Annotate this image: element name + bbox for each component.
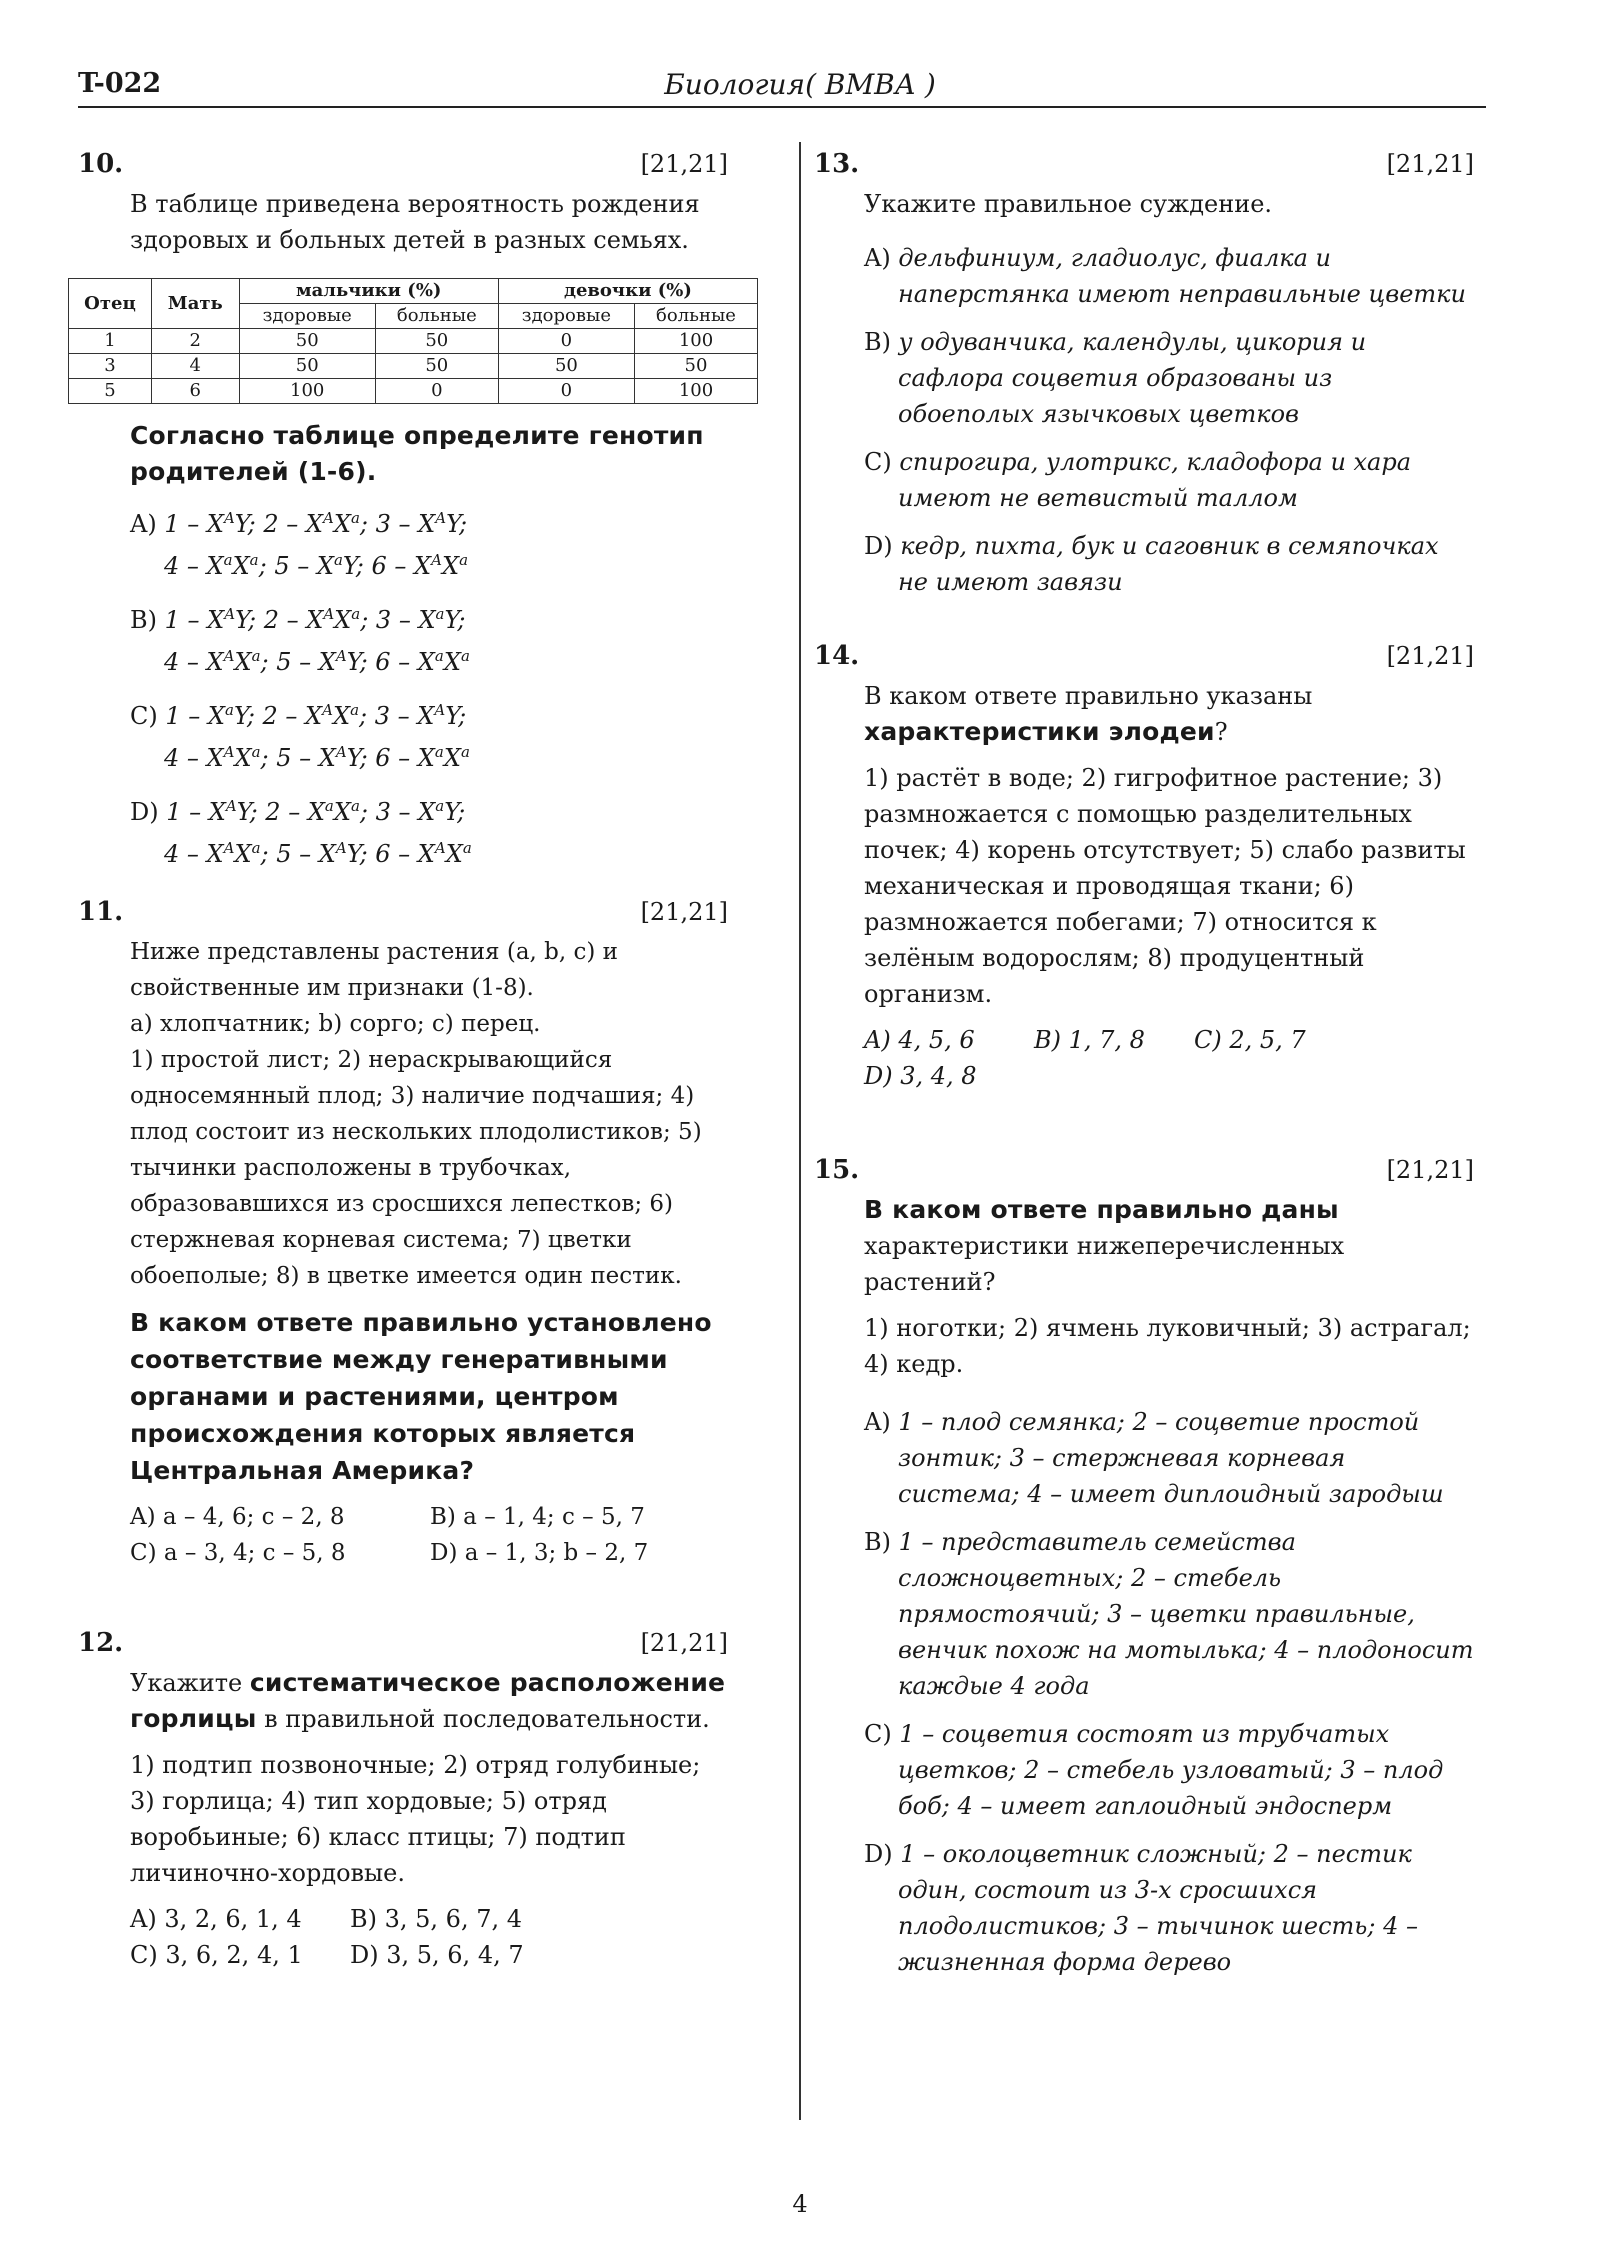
cell: 50: [375, 354, 498, 379]
cell: 5: [69, 379, 152, 404]
cell: 0: [498, 329, 634, 354]
answer-c[interactable]: C) $1 - X^aY$; $2 - X^AX^a$; $3 - X^AY$; $4 - X^AX^a$; $5 - X^AY$; $6 - X^aX^a$: [130, 701, 470, 772]
question-11: [78, 894, 728, 1571]
question-12: [78, 1625, 728, 1973]
th-girls: девочки (%): [498, 279, 757, 304]
answers-row-1: [864, 1022, 1474, 1058]
answers-row-2: [130, 1937, 728, 1973]
question-number: 11.: [78, 897, 124, 927]
answer-c[interactable]: C) 1 – соцветия состоят из трубчатых цветков; 2 – стебель узловатый; 3 – плод боб; 4 – имеет гаплоидный эндосперм: [864, 1720, 1444, 1820]
answer-c[interactable]: C) 3, 6, 2, 4, 1: [130, 1941, 303, 1969]
cell: 50: [634, 354, 757, 379]
cell: 3: [69, 354, 152, 379]
column-divider: [799, 142, 801, 2120]
traits-list: 1) растёт в воде; 2) гигрофитное растение; 3) размножается с помощью разделительных почек; 4) корень отсутствует; 5) слабо развиты механическая и проводящая ткани; 6) размножается побегами; 7) относится к зелёным водорослям; 8) продуцентный организм.: [864, 764, 1466, 1008]
right-column: [814, 146, 1474, 1992]
question-code: [21,21]: [640, 150, 728, 178]
left-column: [78, 146, 736, 1973]
question-number: 14.: [814, 641, 860, 671]
cell: 50: [375, 329, 498, 354]
question-code: [21,21]: [640, 898, 728, 926]
th-father: Отец: [69, 279, 152, 329]
cell: 4: [151, 354, 239, 379]
th-sick: больные: [634, 304, 757, 329]
question-intro: Укажите правильное суждение.: [864, 190, 1273, 218]
answers-row-1: [130, 1499, 728, 1535]
question-code: [21,21]: [1386, 150, 1474, 178]
taxonomy-list: 1) подтип позвоночные; 2) отряд голубиные; 3) горлица; 4) тип хордовые; 5) отряд воробьиные; 6) класс птицы; 7) подтип личиночно-хордовые.: [130, 1751, 701, 1887]
cell: 2: [151, 329, 239, 354]
answers-row-2: [130, 1535, 728, 1571]
question-prompt: В каком ответе правильно установлено соответствие между генеративными органами и растениями, центром происхождения которых является Центральная Америка?: [130, 1308, 712, 1485]
answer-c[interactable]: C) a – 3, 4; c – 5, 8: [130, 1540, 346, 1566]
cell: 50: [498, 354, 634, 379]
answer-b[interactable]: B) 1 – представитель семейства сложноцветных; 2 – стебель прямостоячий; 3 – цветки правильные, венчик похож на мотылька; 4 – плодоносит каждые 4 года: [864, 1528, 1474, 1700]
cell: 0: [375, 379, 498, 404]
header-rule: [78, 106, 1486, 108]
answer-b[interactable]: B) у одуванчика, календулы, цикория и сафлора соцветия образованы из обоеполых язычковых цветков: [864, 328, 1367, 428]
cell: 6: [151, 379, 239, 404]
answer-a[interactable]: A) 3, 2, 6, 1, 4: [130, 1905, 302, 1933]
table-row: [69, 329, 758, 354]
th-healthy: здоровые: [498, 304, 634, 329]
answer-d[interactable]: D) кедр, пихта, бук и саговник в семяпочках не имеют завязи: [864, 532, 1439, 596]
answer-b[interactable]: B) a – 1, 4; c – 5, 7: [430, 1504, 645, 1530]
question-10: [78, 146, 736, 872]
th-sick: больные: [375, 304, 498, 329]
answer-a[interactable]: A) 4, 5, 6: [864, 1026, 975, 1054]
test-code: T-022: [78, 68, 162, 99]
question-code: [21,21]: [1386, 1156, 1474, 1184]
cell: 1: [69, 329, 152, 354]
answers-row-1: [130, 1901, 728, 1937]
page-number: 4: [792, 2190, 808, 2218]
question-code: [21,21]: [640, 1629, 728, 1657]
answer-d[interactable]: D) 1 – околоцветник сложный; 2 – пестик один, состоит из 3-х сросшихся плодолистиков; 3 – тычинок шесть; 4 – жизненная форма дерево: [864, 1840, 1418, 1976]
question-14: [814, 638, 1474, 1094]
question-number: 15.: [814, 1155, 860, 1185]
question-prompt-rest: характеристики нижеперечисленных растений?: [864, 1232, 1345, 1296]
answer-d[interactable]: D) 3, 4, 8: [864, 1062, 977, 1090]
plants-intro: Ниже представлены растения (a, b, c) и свойственные им признаки (1-8).: [130, 939, 619, 1001]
traits-list: 1) простой лист; 2) нераскрывающийся односемянный плод; 3) наличие подчашия; 4) плод состоит из нескольких плодолистиков; 5) тычинки расположены в трубочках, образовавшихся из сросшихся лепестков; 6) стержневая корневая система; 7) цветки обоеполые; 8) в цветке имеется один пестик.: [130, 1047, 702, 1289]
answer-a[interactable]: A) a – 4, 6; c – 2, 8: [130, 1504, 345, 1530]
table-row: [69, 379, 758, 404]
th-healthy: здоровые: [239, 304, 375, 329]
answer-d[interactable]: D) a – 1, 3; b – 2, 7: [430, 1540, 649, 1566]
question-prompt: Согласно таблице определите генотип родителей (1-6).: [130, 421, 704, 486]
subject-title: Биология( ВМВА ): [664, 68, 936, 101]
probability-table: [68, 278, 758, 404]
question-number: 10.: [78, 149, 124, 179]
question-code: [21,21]: [1386, 642, 1474, 670]
cell: 100: [239, 379, 375, 404]
cell: 100: [634, 329, 757, 354]
answer-a[interactable]: A) $1 - X^AY$; $2 - X^AX^a$; $3 - X^AY$; $4 - X^aX^a$; $5 - X^aY$; $6 - X^AX^a$: [130, 509, 469, 580]
plants-list: a) хлопчатник; b) сорго; c) перец.: [130, 1011, 541, 1037]
table-row: [69, 354, 758, 379]
answer-a[interactable]: A) дельфиниум, гладиолус, фиалка и наперстянка имеют неправильные цветки: [864, 244, 1466, 308]
question-prompt: В каком ответе правильно указаны характеристики элодеи?: [864, 682, 1313, 746]
answer-c[interactable]: C) спирогира, улотрикс, кладофора и хара имеют не ветвистый таллом: [864, 448, 1412, 512]
answer-a[interactable]: A) 1 – плод семянка; 2 – соцветие простой зонтик; 3 – стержневая корневая система; 4 – имеет диплоидный зародыш: [864, 1408, 1444, 1508]
plants-list: 1) ноготки; 2) ячмень луковичный; 3) астрагал; 4) кедр.: [864, 1314, 1471, 1378]
answer-b[interactable]: B) 3, 5, 6, 7, 4: [350, 1905, 523, 1933]
question-prompt: Укажите систематическое расположение горлицы в правильной последовательности.: [130, 1668, 726, 1733]
question-number: 13.: [814, 149, 860, 179]
answer-d[interactable]: D) 3, 5, 6, 4, 7: [350, 1941, 524, 1969]
answer-d[interactable]: D) $1 - X^AY$; $2 - X^aX^a$; $3 - X^aY$; $4 - X^AX^a$; $5 - X^AY$; $6 - X^AX^a$: [130, 797, 472, 868]
answer-c[interactable]: C) 2, 5, 7: [1194, 1026, 1306, 1054]
question-prompt-bold: В каком ответе правильно даны: [864, 1195, 1339, 1224]
question-15: [814, 1152, 1474, 1980]
answer-b[interactable]: B) 1, 7, 8: [1034, 1026, 1145, 1054]
th-mother: Мать: [151, 279, 239, 329]
cell: 100: [634, 379, 757, 404]
th-boys: мальчики (%): [239, 279, 498, 304]
cell: 50: [239, 354, 375, 379]
cell: 0: [498, 379, 634, 404]
question-number: 12.: [78, 1628, 124, 1658]
question-13: [814, 146, 1474, 600]
question-intro: В таблице приведена вероятность рождения здоровых и больных детей в разных семьях.: [130, 190, 700, 254]
cell: 50: [239, 329, 375, 354]
answer-b[interactable]: B) $1 - X^AY$; $2 - X^AX^a$; $3 - X^aY$; $4 - X^AX^a$; $5 - X^AY$; $6 - X^aX^a$: [130, 605, 470, 676]
